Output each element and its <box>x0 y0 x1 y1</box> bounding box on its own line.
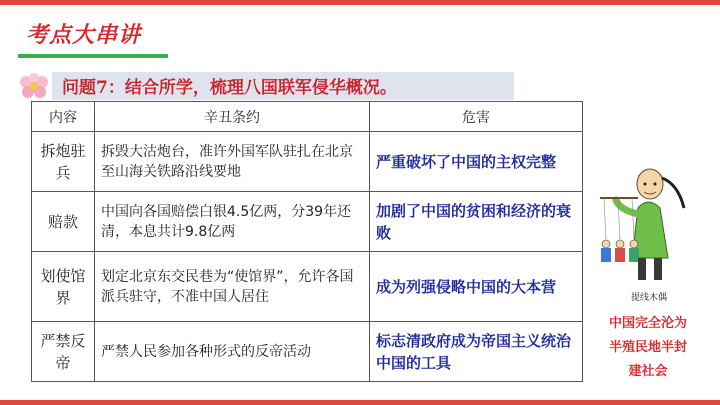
header-content: 内容 <box>32 102 95 132</box>
bottom-border <box>0 400 720 405</box>
row-item: 拆炮驻兵 <box>32 132 95 192</box>
row-harm: 严重破坏了中国的主权完整 <box>370 132 583 192</box>
row-harm: 加剧了中国的贫困和经济的衰败 <box>370 192 583 252</box>
table-row <box>32 132 583 192</box>
row-treaty: 拆毁大沽炮台，准许外国军队驻扎在北京至山海关铁路沿线要地 <box>95 132 370 192</box>
puppet-illustration-icon <box>598 148 698 286</box>
row-treaty: 划定北京东交民巷为“使馆界”，允许各国派兵驻守，不准中国人居住 <box>95 252 370 322</box>
table-row <box>32 252 583 322</box>
header-treaty: 辛丑条约 <box>95 102 370 132</box>
puppet-caption: 提线木偶 <box>630 293 667 303</box>
table-row <box>32 322 583 382</box>
conclusion-text <box>588 312 708 384</box>
row-item: 赔款 <box>32 192 95 252</box>
top-border <box>0 0 720 5</box>
treaty-table <box>31 101 583 382</box>
conclusion-line: 建社会 <box>628 364 668 379</box>
row-item: 划使馆界 <box>32 252 95 322</box>
row-harm: 标志清政府成为帝国主义统治中国的工具 <box>370 322 583 382</box>
section-title: 考点大串讲 <box>26 22 142 48</box>
table-row <box>32 192 583 252</box>
row-treaty: 中国向各国赔偿白银4.5亿两，分39年还清，本息共计9.8亿两 <box>95 192 370 252</box>
title-underline <box>18 54 168 58</box>
question-text: 问题7：结合所学，梳理八国联军侵华概况。 <box>62 78 397 98</box>
row-treaty: 严禁人民参加各种形式的反帝活动 <box>95 322 370 382</box>
row-item: 严禁反帝 <box>32 322 95 382</box>
row-harm: 成为列强侵略中国的大本营 <box>370 252 583 322</box>
conclusion-line: 半殖民地半封 <box>608 340 687 355</box>
header-harm: 危害 <box>370 102 583 132</box>
flower-icon <box>14 70 54 102</box>
table-header-row <box>32 102 583 132</box>
conclusion-line: 中国完全沦为 <box>608 316 687 331</box>
